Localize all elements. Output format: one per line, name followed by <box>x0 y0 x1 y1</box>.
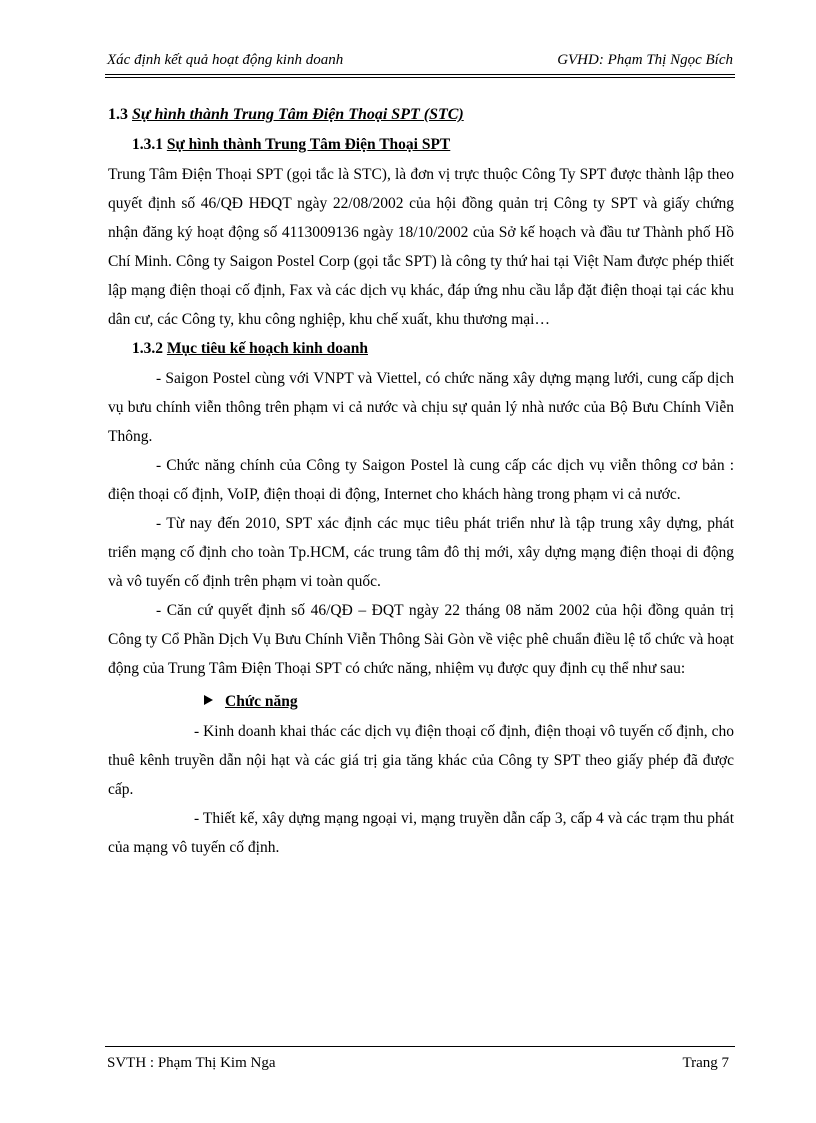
subsection-heading-1 <box>132 130 734 160</box>
page-content <box>108 100 734 862</box>
subsection-heading-2 <box>132 334 734 364</box>
page-number: Trang 7 <box>682 1055 729 1071</box>
section-number: 1.3 <box>108 106 128 123</box>
footer-student: SVTH : Phạm Thị Kim Nga <box>107 1055 276 1071</box>
header-advisor: GVHD: Phạm Thị Ngọc Bích <box>557 52 733 68</box>
subsection-1-body: Trung Tâm Điện Thoại SPT (gọi tắc là STC), là đơn vị trực thuộc Công Ty SPT được thành lập theo quyết định số 46/QĐ HĐQT ngày 22/08/2002 của hội đồng quản trị Công ty SPT và giấy chứng nhận đăng ký hoạt động số 4113009136 ngày 18/10/2002 của Sở kế hoạch và đầu tư Thành phố Hồ Chí Minh. Công ty Saigon Postel Corp (gọi tắc SPT) là công ty thứ hai tại Việt Nam được phép thiết lập mạng điện thoại cố định, Fax và các dịch vụ khác, đáp ứng nhu cầu lắp đặt điện thoại tại các khu dân cư, các Công ty, khu công nghiệp, khu chế xuất, khu thương mại… <box>108 166 734 328</box>
subsection-number-2: 1.3.2 <box>132 340 163 357</box>
subsection-title-2: Mục tiêu kế hoạch kinh doanh <box>166 340 368 357</box>
subsection-number-1: 1.3.1 <box>132 136 163 153</box>
objective-paragraph: - Chức năng chính của Công ty Saigon Postel là cung cấp các dịch vụ viễn thông cơ bản : điện thoại cố định, VoIP, điện thoại di động, Internet cho khách hàng trong phạm vi cả nước. <box>108 457 734 503</box>
objective-paragraph: - Từ nay đến 2010, SPT xác định các mục tiêu phát triển như là tập trung xây dựng, phát triển mạng cố định cho toàn Tp.HCM, các trung tâm đô thị mới, xây dựng mạng điện thoại di động và vô tuyến cố định trên phạm vi toàn quốc. <box>108 515 734 590</box>
function-item: - Kinh doanh khai thác các dịch vụ điện thoại cố định, điện thoại vô tuyến cố định, cho thuê kênh truyền dẫn nội hạt và các giá trị gia tăng khác của Công ty SPT theo giấy phép đã được cấp. <box>108 723 734 798</box>
section-title: Sự hình thành Trung Tâm Điện Thoại SPT (STC) <box>132 106 464 123</box>
header-topic: Xác định kết quả hoạt động kinh doanh <box>107 52 344 68</box>
objective-paragraph: - Saigon Postel cùng với VNPT và Viettel, có chức năng xây dựng mạng lưới, cung cấp dịch vụ bưu chính viễn thông trên phạm vi cả nước và chịu sự quản lý nhà nước của Bộ Bưu Chính Viễn Thông. <box>108 370 734 445</box>
objective-paragraph: - Căn cứ quyết định số 46/QĐ – ĐQT ngày 22 tháng 08 năm 2002 của hội đồng quản trị Công ty Cổ Phần Dịch Vụ Bưu Chính Viễn Thông Sài Gòn về việc phê chuẩn điều lệ tổ chức và hoạt động của Trung Tâm Điện Thoại SPT có chức năng, nhiệm vụ được quy định cụ thể như sau: <box>108 602 734 677</box>
subsection-title-1: Sự hình thành Trung Tâm Điện Thoại SPT <box>166 136 451 153</box>
page-header <box>105 52 735 78</box>
functions-title: Chức năng <box>225 693 298 710</box>
section-heading <box>108 100 734 130</box>
function-item: - Thiết kế, xây dựng mạng ngoại vi, mạng truyền dẫn cấp 3, cấp 4 và các trạm thu phát của mạng vô tuyến cố định. <box>108 810 734 856</box>
functions-heading <box>204 687 734 717</box>
arrow-bullet-icon <box>204 695 213 705</box>
page-footer <box>105 1046 735 1075</box>
